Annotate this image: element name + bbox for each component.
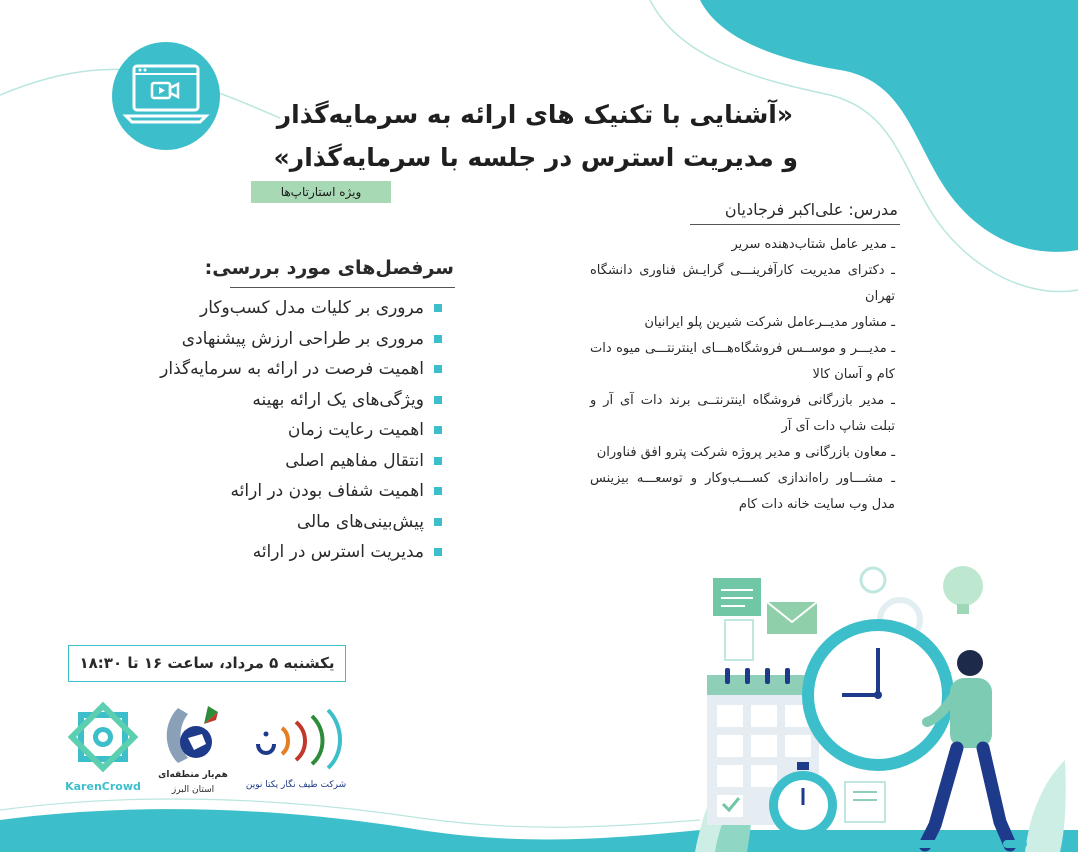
topics-list <box>160 293 442 568</box>
video-monitor-icon <box>112 42 220 150</box>
square-bullet-icon <box>434 335 442 343</box>
square-bullet-icon <box>434 548 442 556</box>
topics-divider <box>230 287 455 288</box>
list-item: پیش‌بینی‌های مالی <box>160 507 442 538</box>
bio-item: ـ مدیـــر و موســس فروشگاه‌هـــای اینترنتـــی میوه دات کام و آسان کالا <box>590 341 895 382</box>
list-item: مروری بر کلیات مدل کسب‌وکار <box>160 293 442 324</box>
bio-item: ـ مشاور مدیــرعامل شرکت شیرین پلو ایرانیان <box>644 315 895 330</box>
company-logo-text: شرکت طیف نگار یکتا نوین <box>245 780 347 790</box>
title-line-1: «آشنایی با تکنیک های ارائه به سرمایه‌گذار <box>276 100 793 129</box>
square-bullet-icon <box>434 457 442 465</box>
topics-heading: سرفصل‌های مورد بررسی: <box>204 257 454 279</box>
clock-illustration <box>695 560 1078 852</box>
list-item: مدیریت استرس در ارائه <box>160 537 442 568</box>
hamyar-logo-icon <box>158 698 228 770</box>
list-item: اهمیت فرصت در ارائه به سرمایه‌گذار <box>160 354 442 385</box>
company-logo-icon <box>246 704 350 770</box>
square-bullet-icon <box>434 487 442 495</box>
list-item: ویژگی‌های یک ارائه بهینه <box>160 385 442 416</box>
list-item: مروری بر طراحی ارزش پیشنهادی <box>160 324 442 355</box>
instructor-bio <box>590 232 895 518</box>
hamyar-logo-text-2: استان البرز <box>171 785 215 795</box>
square-bullet-icon <box>434 304 442 312</box>
event-date: یکشنبه ۵ مرداد، ساعت ۱۶ تا ۱۸:۳۰ <box>68 645 346 682</box>
bio-item: ـ مشـــاور راه‌اندازی کســـب‌وکار و توسعـــه بیزینس مدل وب سایت خانه دات کام <box>590 471 895 512</box>
list-item: اهمیت رعایت زمان <box>160 415 442 446</box>
list-item: انتقال مفاهیم اصلی <box>160 446 442 477</box>
square-bullet-icon <box>434 426 442 434</box>
bio-item: ـ مدیر بازرگانی فروشگاه اینترنتــی برند دات آی آر و تبلت شاپ دات آی آر <box>590 393 895 434</box>
bio-item: ـ معاون بازرگانی و مدیر پروژه شرکت پترو افق فناوران <box>596 445 895 460</box>
bio-item: ـ دکترای مدیریت کارآفرینـــی گرایـش فناوری دانشگاه تهران <box>590 263 895 304</box>
instructor-name: مدرس: علی‌اکبر فرجادیان <box>724 200 898 219</box>
startup-badge: ویژه استارتاپ‌ها <box>251 181 391 203</box>
hamyar-logo-text-1: هم‌یار منطقه‌ای <box>158 770 228 780</box>
karencrowd-logo-text: KarenCrowd <box>65 780 141 793</box>
list-item: اهمیت شفاف بودن در ارائه <box>160 476 442 507</box>
title-line-2: و مدیریت استرس در جلسه با سرمایه‌گذار» <box>273 143 798 172</box>
instructor-divider <box>690 224 900 225</box>
bio-item: ـ مدیر عامل شتاب‌دهنده سریر <box>731 237 895 252</box>
square-bullet-icon <box>434 518 442 526</box>
square-bullet-icon <box>434 396 442 404</box>
karencrowd-logo-icon <box>66 700 140 774</box>
square-bullet-icon <box>434 365 442 373</box>
